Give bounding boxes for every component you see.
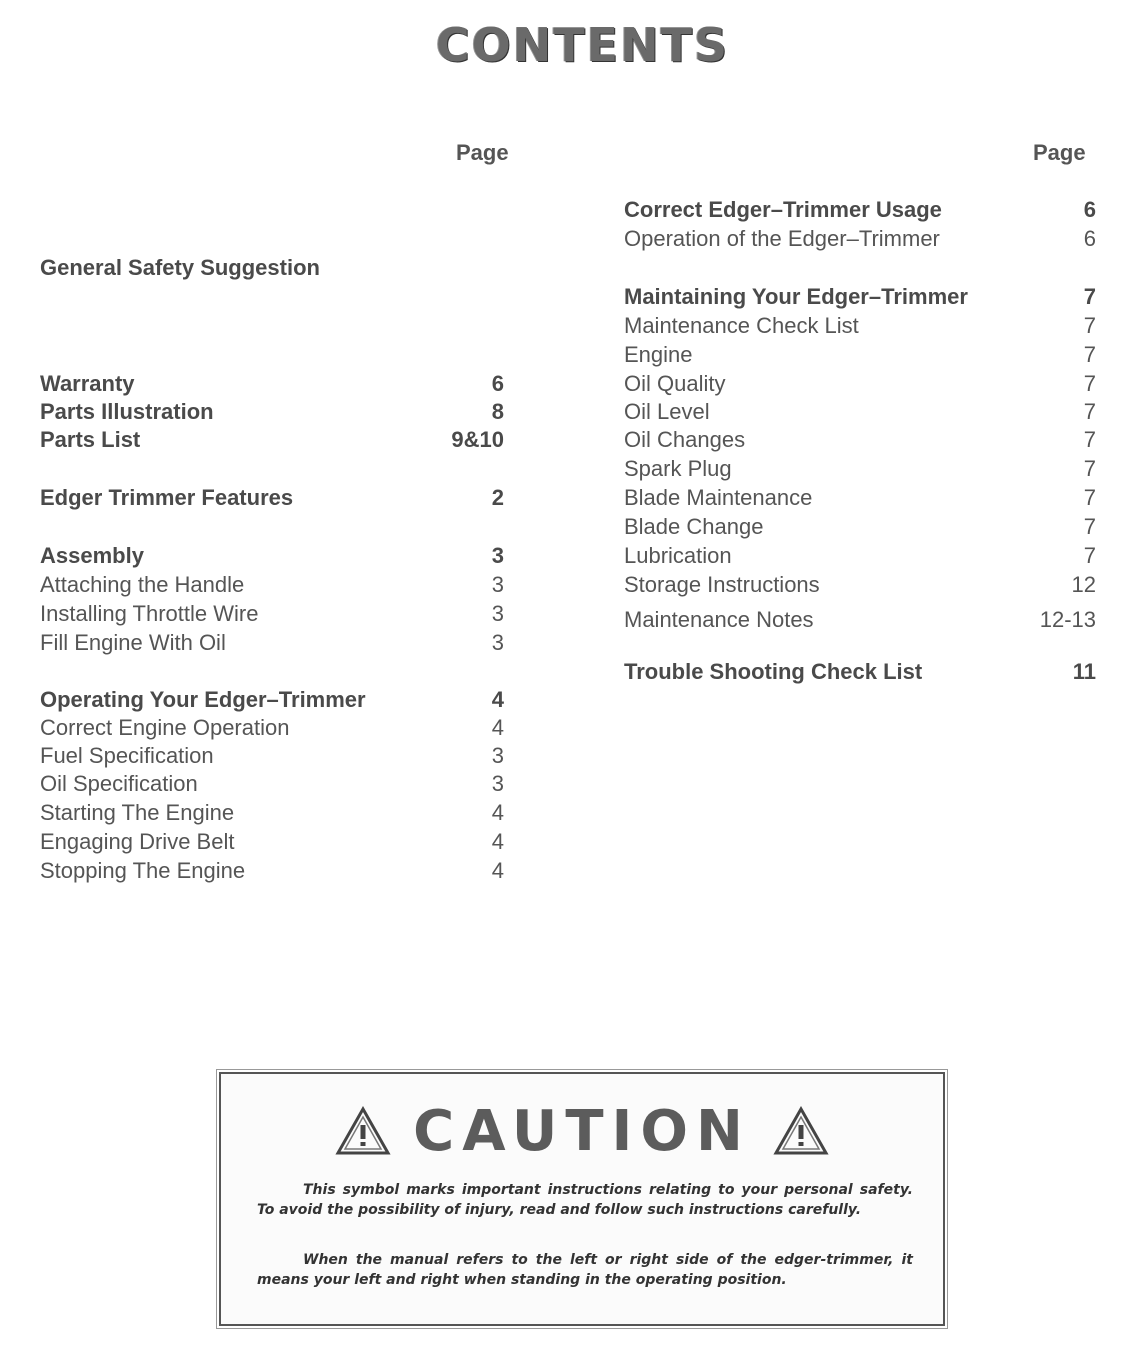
toc-entry-page: 6 bbox=[491, 371, 504, 396]
toc-entry-page: 3 bbox=[491, 543, 504, 568]
left-toc-entry bbox=[40, 629, 504, 657]
toc-entry-title: Stopping The Engine bbox=[40, 858, 246, 883]
right-toc-entry bbox=[624, 571, 1096, 599]
toc-entry-title: Operating Your Edger–Trimmer bbox=[40, 687, 366, 712]
right-toc-entry bbox=[624, 341, 1096, 369]
left-toc-entry bbox=[40, 686, 504, 714]
toc-entry-page: 12-13 bbox=[1039, 607, 1096, 632]
toc-entry-title: Fuel Specification bbox=[40, 743, 214, 768]
toc-entry-page: 3 bbox=[491, 743, 504, 768]
toc-entry-page: 7 bbox=[1083, 284, 1096, 309]
caution-paragraph-1-text: This symbol marks important instructions relating to your personal safety. To avoid the possibility of injury, read and follow such instructions carefully. bbox=[257, 1182, 913, 1218]
toc-entry-page: 7 bbox=[1083, 456, 1096, 481]
toc-entry-page: 6 bbox=[1083, 226, 1096, 251]
left-toc-entry bbox=[40, 484, 504, 512]
toc-entry-page: 7 bbox=[1083, 485, 1096, 510]
toc-entry-page: 7 bbox=[1083, 427, 1096, 452]
warning-triangle-icon bbox=[335, 1106, 391, 1156]
toc-entry-title: Oil Level bbox=[624, 399, 710, 424]
left-toc-entry bbox=[40, 600, 504, 628]
right-toc-entry bbox=[624, 398, 1096, 426]
right-page-column-header: Page bbox=[1033, 140, 1086, 165]
toc-entry-page: 9&10 bbox=[451, 427, 504, 452]
caution-paragraph-2-text: When the manual refers to the left or right side of the edger-trimmer, it means your left and right when standing in the operating position. bbox=[257, 1252, 913, 1288]
right-toc-entry bbox=[624, 542, 1096, 570]
toc-entry-title: Correct Edger–Trimmer Usage bbox=[624, 197, 942, 222]
right-toc-entry bbox=[624, 283, 1096, 311]
left-toc-entry bbox=[40, 828, 504, 856]
toc-entry-title: Correct Engine Operation bbox=[40, 715, 290, 740]
left-toc-entry bbox=[40, 714, 504, 742]
toc-entry-title: Trouble Shooting Check List bbox=[624, 659, 923, 684]
toc-entry-title: Operation of the Edger–Trimmer bbox=[624, 226, 940, 251]
right-toc-entry bbox=[624, 426, 1096, 454]
left-toc-entry bbox=[40, 799, 504, 827]
toc-entry-title: Maintaining Your Edger–Trimmer bbox=[624, 284, 968, 309]
right-toc-entry bbox=[624, 513, 1096, 541]
left-toc-entry bbox=[40, 254, 504, 282]
right-toc-entry bbox=[624, 455, 1096, 483]
toc-entry-title: Maintenance Notes bbox=[624, 607, 814, 632]
toc-entry-title: Parts Illustration bbox=[40, 399, 214, 424]
toc-entry-title: Parts List bbox=[40, 427, 141, 452]
toc-entry-title: Engaging Drive Belt bbox=[40, 829, 235, 854]
toc-entry-page: 4 bbox=[491, 687, 504, 712]
right-toc-entry bbox=[624, 312, 1096, 340]
toc-entry-page: 2 bbox=[491, 485, 504, 510]
toc-entry-title: Oil Quality bbox=[624, 371, 726, 396]
toc-entry-page: 7 bbox=[1083, 514, 1096, 539]
left-toc-entry bbox=[40, 426, 504, 454]
toc-entry-title: Assembly bbox=[40, 543, 144, 568]
left-page-column-header: Page bbox=[456, 140, 509, 165]
toc-entry-title: Spark Plug bbox=[624, 456, 732, 481]
toc-entry-page: 7 bbox=[1083, 313, 1096, 338]
toc-entry-title: Oil Changes bbox=[624, 427, 746, 452]
caution-box bbox=[219, 1072, 945, 1326]
right-toc-entry bbox=[624, 484, 1096, 512]
toc-entry-page: 4 bbox=[491, 858, 504, 883]
right-toc-entry bbox=[624, 225, 1096, 253]
toc-entry-title: Blade Maintenance bbox=[624, 485, 813, 510]
toc-entry-page: 4 bbox=[491, 800, 504, 825]
caution-paragraph-2 bbox=[257, 1250, 913, 1290]
toc-entry-page: 8 bbox=[491, 399, 504, 424]
toc-entry-page: 11 bbox=[1072, 659, 1096, 684]
right-toc-entry bbox=[624, 196, 1096, 224]
toc-entry-title: Fill Engine With Oil bbox=[40, 630, 226, 655]
caution-title: CAUTION bbox=[413, 1098, 751, 1164]
toc-entry-title: Attaching the Handle bbox=[40, 572, 245, 597]
warning-triangle-icon bbox=[773, 1106, 829, 1156]
right-toc-entry bbox=[624, 658, 1096, 686]
caution-heading bbox=[221, 1096, 943, 1166]
toc-entry-page: 7 bbox=[1083, 399, 1096, 424]
left-toc-entry bbox=[40, 770, 504, 798]
left-toc-entry bbox=[40, 571, 504, 599]
toc-entry-title: Engine bbox=[624, 342, 693, 367]
page-title: CONTENTS bbox=[435, 18, 730, 72]
caution-paragraph-1 bbox=[257, 1180, 913, 1220]
left-toc-entry bbox=[40, 370, 504, 398]
toc-entry-title: Lubrication bbox=[624, 543, 732, 568]
toc-entry-page: 4 bbox=[491, 715, 504, 740]
toc-entry-page: 3 bbox=[491, 601, 504, 626]
toc-entry-title: Storage Instructions bbox=[624, 572, 820, 597]
left-toc-entry bbox=[40, 542, 504, 570]
toc-entry-page: 6 bbox=[1083, 197, 1096, 222]
toc-entry-title: Oil Specification bbox=[40, 771, 198, 796]
toc-entry-title: Installing Throttle Wire bbox=[40, 601, 259, 626]
toc-entry-title: Maintenance Check List bbox=[624, 313, 859, 338]
toc-entry-title: Starting The Engine bbox=[40, 800, 235, 825]
toc-entry-title: Warranty bbox=[40, 371, 135, 396]
toc-entry-page: 3 bbox=[491, 771, 504, 796]
toc-entry-page: 3 bbox=[491, 572, 504, 597]
toc-entry-page: 3 bbox=[491, 630, 504, 655]
toc-entry-page: 7 bbox=[1083, 342, 1096, 367]
toc-entry-title: Blade Change bbox=[624, 514, 764, 539]
left-toc-entry bbox=[40, 857, 504, 885]
toc-entry-page: 7 bbox=[1083, 543, 1096, 568]
toc-entry-page: 12 bbox=[1071, 572, 1096, 597]
toc-entry-title: Edger Trimmer Features bbox=[40, 485, 294, 510]
toc-entry-page: 4 bbox=[491, 829, 504, 854]
right-toc-entry bbox=[624, 370, 1096, 398]
toc-entry-title: General Safety Suggestion bbox=[40, 255, 320, 280]
toc-entry-page: 7 bbox=[1083, 371, 1096, 396]
right-toc-entry bbox=[624, 606, 1096, 634]
left-toc-entry bbox=[40, 398, 504, 426]
left-toc-entry bbox=[40, 742, 504, 770]
